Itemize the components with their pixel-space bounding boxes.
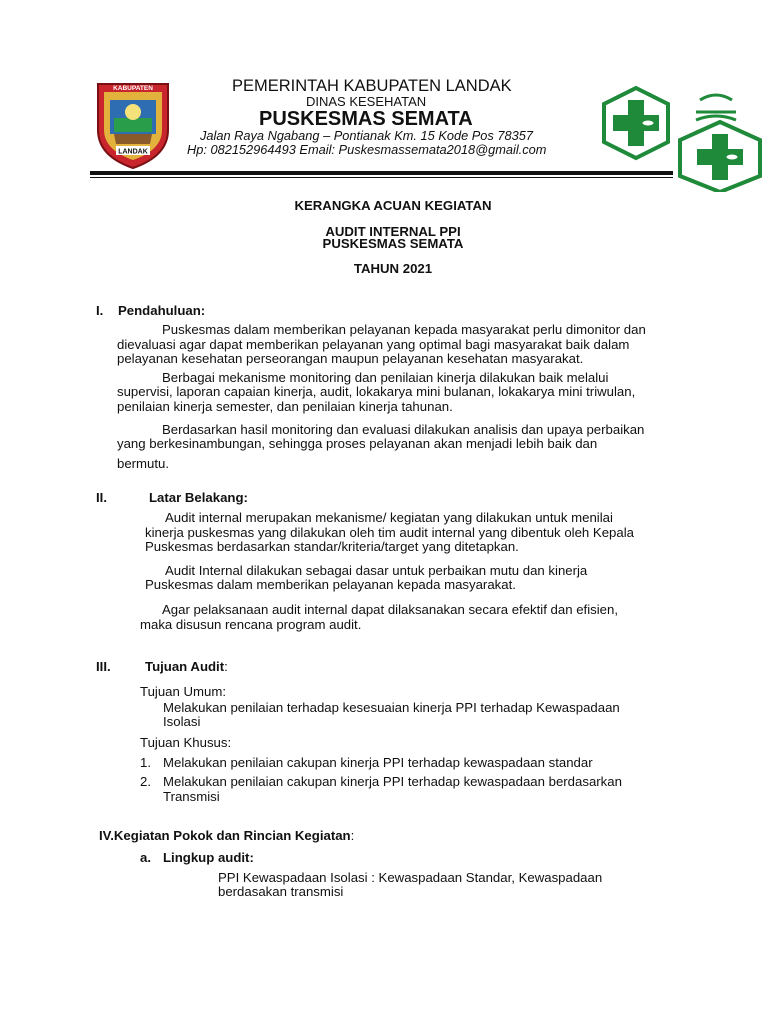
s4-heading: IV.Kegiatan Pokok dan Rincian Kegiatan: [99, 828, 351, 843]
doc-title-2: AUDIT INTERNAL PPI: [325, 224, 461, 239]
s1-p2-line: Berbagai mekanisme monitoring dan penilaian kinerja dilakukan baik melalui: [162, 370, 609, 385]
s3-heading-colon: :: [224, 659, 228, 674]
tujuan-khusus-label: Tujuan Khusus:: [140, 735, 232, 750]
puskesmas-logo: [598, 84, 768, 192]
doc-title-1: KERANGKA ACUAN KEGIATAN: [294, 198, 492, 213]
header-line-2: DINAS KESEHATAN: [306, 94, 427, 109]
doc-title-3: PUSKESMAS SEMATA: [322, 236, 464, 251]
tujuan-umum-line: Melakukan penilaian terhadap kesesuaian kinerja PPI terhadap Kewaspadaan: [163, 700, 620, 715]
tujuan-item-num: 2.: [140, 774, 151, 789]
logo-top-text: KABUPATEN: [113, 85, 153, 92]
s4-sub-num: a.: [140, 850, 151, 865]
header-line-3: PUSKESMAS SEMATA: [259, 108, 473, 130]
s2-p1-line: Puskesmas berdasarkan standar/kriteria/target yang ditetapkan.: [145, 539, 519, 554]
s2-num: II.: [96, 490, 107, 505]
s3-num: III.: [96, 659, 111, 674]
kabupaten-landak-logo: [92, 78, 174, 170]
header-rule-thin: [90, 177, 673, 178]
header-address: Jalan Raya Ngabang – Pontianak Km. 15 Kode Pos 78357: [200, 128, 533, 143]
s1-p3-line: Berdasarkan hasil monitoring dan evaluasi dilakukan analisis dan upaya perbaikan: [162, 422, 645, 437]
s1-p2-line: supervisi, laporan capaian kinerja, audit, lokakarya mini bulanan, lokakarya mini triwulan,: [117, 384, 636, 399]
s1-num: I.: [96, 303, 104, 318]
s1-p1-line: pelayanan kesehatan perseorangan maupun pelayanan kesehatan masyarakat.: [117, 351, 584, 366]
s2-p2-line: Puskesmas dalam memberikan pelayanan kepada masyarakat.: [145, 577, 516, 592]
header-line-1: PEMERINTAH KABUPATEN LANDAK: [232, 77, 512, 95]
lingkup-line: berdasakan transmisi: [218, 884, 344, 899]
s1-p1-line: Puskesmas dalam memberikan pelayanan kepada masyarakat perlu dimonitor dan: [162, 322, 646, 337]
tujuan-item-line: Melakukan penilaian cakupan kinerja PPI terhadap kewaspadaan berdasarkan: [163, 774, 622, 789]
s4-heading-wrap: [99, 828, 354, 843]
s2-p3-line: maka disusun rencana program audit.: [140, 617, 362, 632]
header-contact: Hp: 082152964493 Email: Puskesmassemata2018@gmail.com: [187, 142, 547, 157]
logo-bottom-text: LANDAK: [118, 148, 148, 156]
s2-p2-line: Audit Internal dilakukan sebagai dasar untuk perbaikan mutu dan kinerja: [165, 563, 588, 578]
s2-p3-line: Agar pelaksanaan audit internal dapat dilaksanakan secara efektif dan efisien,: [162, 602, 619, 617]
s2-p1-line: kinerja puskesmas yang dilakukan oleh tim audit internal yang dibentuk oleh Kepala: [145, 525, 634, 540]
s2-heading: Latar Belakang:: [149, 490, 248, 505]
header-rule-thick: [90, 171, 673, 175]
tujuan-umum-label: Tujuan Umum:: [140, 684, 226, 699]
s4-heading-colon: :: [350, 828, 355, 843]
tujuan-umum-line: Isolasi: [163, 714, 201, 729]
s1-p1-line: dievaluasi agar dapat memberikan pelayanan yang optimal bagi masyarakat baik dalam: [117, 337, 630, 352]
s2-p1-line: Audit internal merupakan mekanisme/ kegiatan yang dilakukan untuk menilai: [165, 510, 613, 525]
tujuan-item-num: 1.: [140, 755, 151, 770]
tujuan-item-line: Transmisi: [163, 789, 220, 804]
tujuan-item-line: Melakukan penilaian cakupan kinerja PPI terhadap kewaspadaan standar: [163, 755, 593, 770]
s1-p3-line: yang berkesinambungan, sehingga proses pelayanan akan menjadi lebih baik dan: [117, 436, 598, 451]
s3-heading-wrap: [145, 659, 228, 674]
s1-heading: Pendahuluan:: [118, 303, 206, 318]
s1-p3-line: bermutu.: [117, 456, 170, 471]
lingkup-line: PPI Kewaspadaan Isolasi : Kewaspadaan Standar, Kewaspadaan: [218, 870, 603, 885]
s4-sub-heading: Lingkup audit:: [163, 850, 254, 865]
s3-heading: Tujuan Audit: [145, 659, 225, 674]
s1-p2-line: penilaian kinerja semester, dan penilaian kinerja tahunan.: [117, 399, 453, 414]
doc-title-4: TAHUN 2021: [353, 261, 433, 276]
